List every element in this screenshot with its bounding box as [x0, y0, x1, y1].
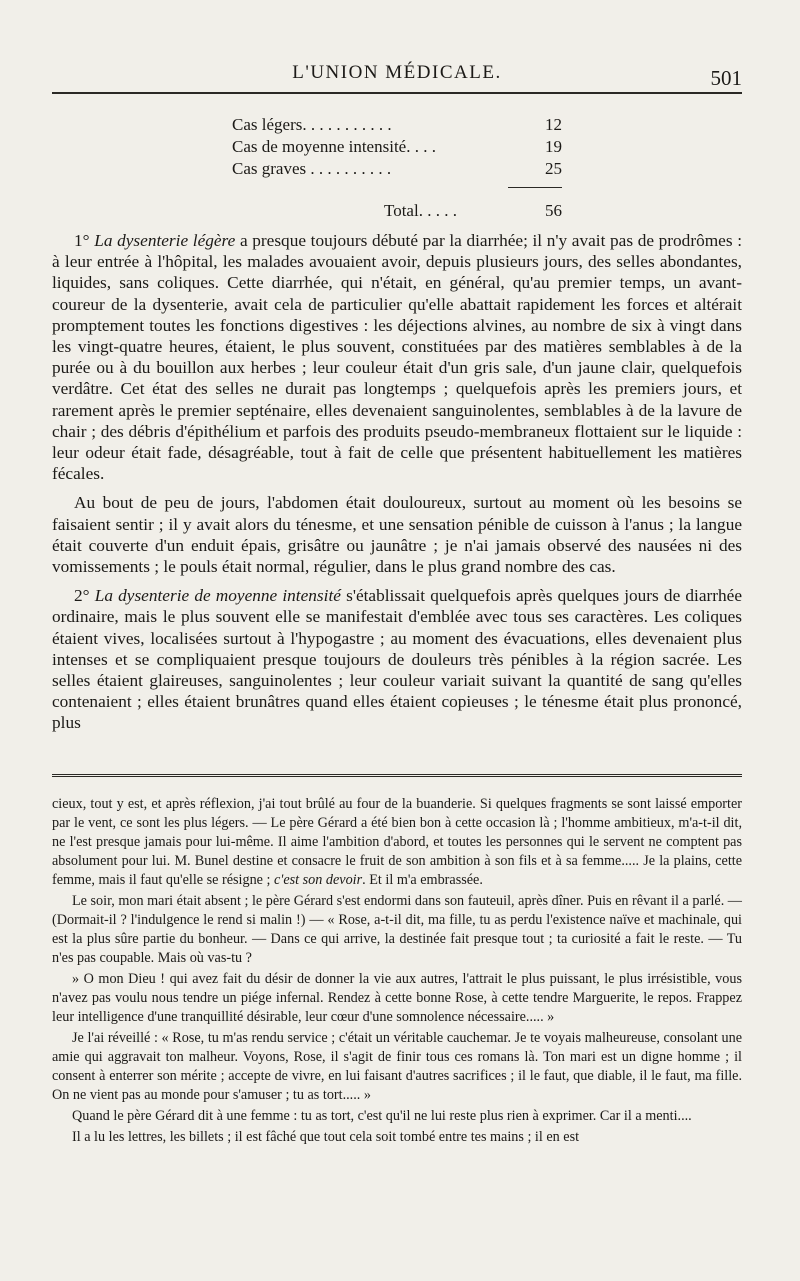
feuilleton-paragraph: Quand le père Gérard dit à une femme : tu as tort, c'est qu'il ne lui reste plus rien à exprimer. Car il a menti.... [72, 1108, 692, 1124]
section-title: La dysenterie de moyenne intensité [94, 586, 341, 606]
main-article [52, 230, 742, 742]
stat-value: 19 [545, 137, 562, 156]
stat-label: Cas graves . . . . . . . . . . [232, 159, 392, 178]
total-label: Total. . . . . [384, 201, 457, 220]
section-title: La dysenterie légère [94, 231, 236, 250]
paragraph-moderate-dysentery [52, 585, 742, 733]
stat-label: Cas légers. . . . . . . . . . . [232, 115, 392, 134]
stat-row [232, 158, 562, 180]
total-row [232, 200, 562, 222]
case-statistics-table [232, 114, 562, 220]
stat-row [232, 136, 562, 158]
feuilleton-separator [52, 774, 742, 780]
running-title: L'UNION MÉDICALE. [292, 62, 502, 83]
feuilleton-paragraph: Il a lu les lettres, les billets ; il est fâché que tout cela soit tombé entre tes mains ; il en est [72, 1129, 580, 1145]
feuilleton-paragraph: Le soir, mon mari était absent ; le père Gérard s'est endormi dans son fauteuil, après dîner. Puis en rêvant il a parlé. — (Dormait-il ? l'indulgence le rend si malin !) — « Rose, a-t-il dit, ma fille, tu as perdu l'existence naïve et machinale, qui est la plus sûre partie du bonheur. — Dans ce qui arrive, la destinée fait presque tout ; ta curiosité a fait le reste. — Tu n'es pas coupable. Mais où vas-tu ? [52, 893, 742, 966]
paragraph-text: a presque toujours débuté par la diarrhée; il n'y avait pas de prodrômes : à leur entrée à l'hôpital, les malades avouaient avoir, depuis plusieurs jours, des selles abondantes, liquides, sans coliques. Cette diarrhée, qui n'était, en général, qu'au premier temps, un avant-coureur de la dysenterie, avait cela de particulier qu'elle abattait rapidement les forces et altérait promptement toutes les fonctions digestives : les déjections alvines, au nombre de six à vingt dans les vingt-quatre heures, étaient, le plus souvent, constituées par des matières semblables à de la purée ou à du bouillon aux herbes ; leur couleur était d'un gris sale, d'un jaune clair, quelquefois verdâtre. Cet état des selles ne durait pas longtemps ; quelquefois après les premiers jours, et rarement après le premier septénaire, elles devenaient sanguinolentes, semblables à de la lavure de chair ; des débris d'épithélium et parfois des produits pseudo-membraneux flottaient sur le liquide : leur odeur était fade, désagréable, tout à fait de celle que présentent habituellement les matières fécales. [52, 231, 743, 484]
feuilleton-paragraph: » O mon Dieu ! qui avez fait du désir de donner la vie aux autres, l'attrait le plus puissant, le plus irrésistible, vous n'avez pas voulu nous tendre un piége infernal. Rendez à cette bonne Rose, à cette tendre Marguerite, le repos. Frappez leur intelligence d'une tranquillité désirable, leur cœur d'une somnolence nécessaire..... » [52, 971, 742, 1025]
stat-value: 12 [545, 115, 562, 134]
feuilleton-text: . Et il m'a embrassée. [362, 872, 483, 888]
feuilleton-text: cieux, tout y est, et après réflexion, j'ai tout brûlé au four de la buanderie. Si quelques fragments se sont laissé emporter par le vent, ce sont les plus légers. — Le père Gérard a été bien bon à cette occasion là ; l'homme ambitieux, m'a-t-il dit, ne l'est presque jamais pour lui-même. Il aime l'ambition d'abord, et toutes les personnes qui le servent ne comptent pas absolument pour lui. M. Bunel destine et consacre le fruit de son ambition à son fils et à sa femme..... Je la plains, cette femme, mais il faut qu'elle se résigne ; [52, 796, 742, 888]
page-header [52, 58, 742, 88]
paragraph-abdomen: Au bout de peu de jours, l'abdomen était douloureux, surtout au moment où les besoins se faisaient sentir ; il y avait alors du ténesme, et une sensation pénible de cuisson à l'anus ; la langue était couverte d'un enduit épais, grisâtre ou jaunâtre ; je n'ai jamais observé des nausées ni des vomissements ; le pouls était normal, régulier, dans le plus grand nombre des cas. [52, 493, 742, 577]
section-number: 1° [74, 231, 90, 250]
header-rule [52, 92, 742, 94]
stat-label: Cas de moyenne intensité. . . . [232, 137, 436, 156]
feuilleton [52, 795, 742, 1149]
feuilleton-paragraph [52, 795, 742, 890]
stat-row [232, 114, 562, 136]
section-number: 2° [74, 586, 90, 606]
total-value: 56 [545, 201, 562, 220]
paragraph-text: s'établissait quelquefois après quelques jours de diarrhée ordinaire, mais le plus souvent elle se manifestait d'emblée avec tous ses caractères. Les coliques étaient vives, localisées surtout à l'hypogastre ; au moment des évacuations, elles devenaient plus intenses et se compliquaient presque toujours de douleurs très pénibles à la région sacrée. Les selles étaient glaireuses, sanguinolentes ; leur couleur variait suivant la quantité de sang qu'elles contenaient ; elles étaient brunâtres quand elles étaient copieuses ; le ténesme était plus prononcé, plus [52, 586, 743, 733]
stat-value: 25 [545, 159, 562, 178]
feuilleton-italic: c'est son devoir [274, 872, 363, 888]
paragraph-mild-dysentery [52, 230, 742, 484]
page-number: 501 [710, 66, 742, 90]
sum-rule [508, 187, 562, 188]
feuilleton-paragraph: Je l'ai réveillé : « Rose, tu m'as rendu service ; c'était un véritable cauchemar. Je te voyais malheureuse, consolant une amie qui aggravait ton malheur. Voyons, Rose, il s'agit de finir tous ces romans là. Ton mari est un digne homme ; il consent à enterrer son mérite ; accepte de vivre, en lui faisant d'autres sacrifices ; il le faut, que diable, il le faut, ma fille. On ne vient pas au monde pour s'amuser ; tu as tort..... » [52, 1030, 742, 1103]
